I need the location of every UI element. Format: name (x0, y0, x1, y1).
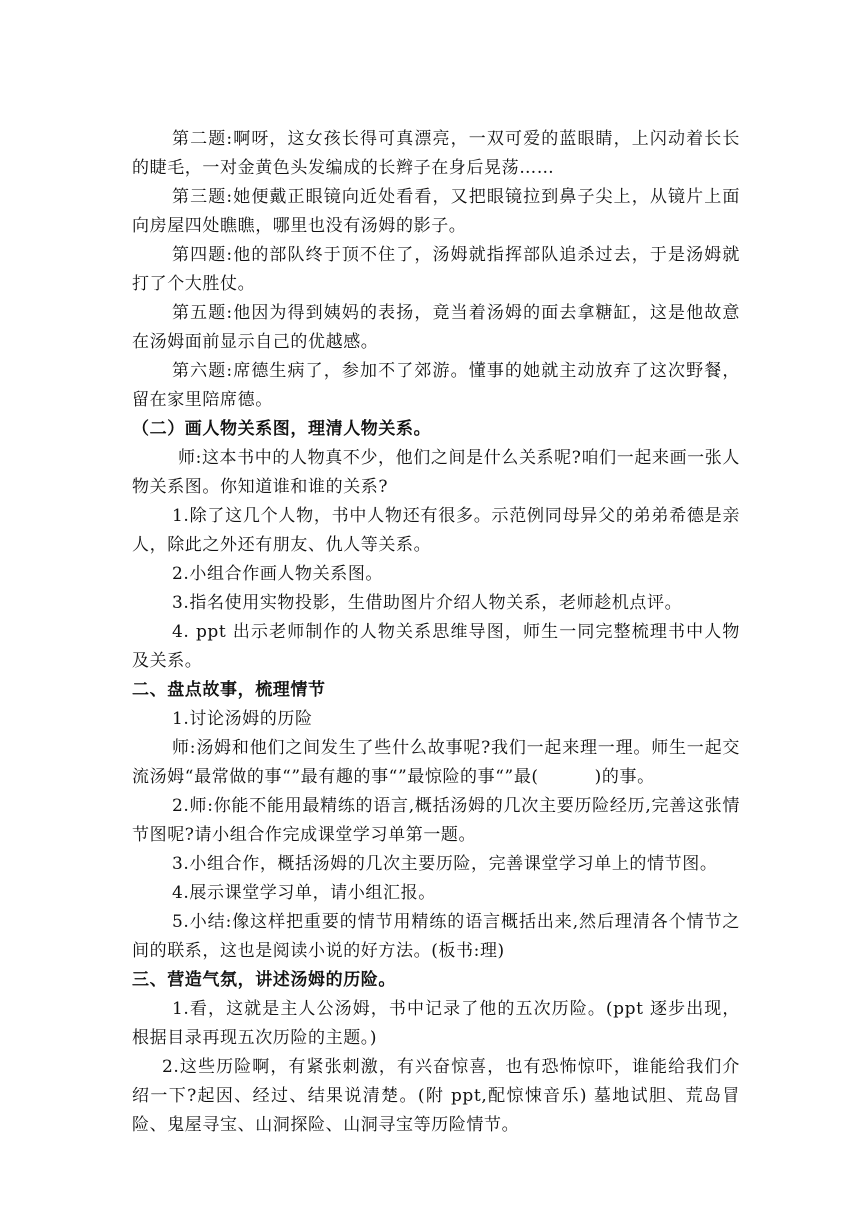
plot-step-5: 5.小结:像这样把重要的情节用精练的语言概括出来,然后理清各个情节之间的联系，这也是阅读小说的好方法。(板书:理) (132, 912, 740, 961)
plot-step-1: 1.讨论汤姆的历险 (172, 709, 313, 729)
question-6: 第六题:席德生病了，参加不了郊游。懂事的她就主动放弃了这次野餐，留在家里陪席德。 (132, 361, 740, 410)
relations-step-1: 1.除了这几个人物，书中人物还有很多。示范例同母异父的弟弟希德是亲人，除此之外还有朋友、仇人等关系。 (132, 506, 740, 555)
relations-step-2: 2.小组合作画人物关系图。 (172, 564, 384, 584)
section-heading-relations: （二）画人物关系图，理清人物关系。 (132, 419, 432, 439)
tell-step-1: 1.看，这就是主人公汤姆，书中记录了他的五次历险。(ppt 逐步出现，根据目录再现五次历险的主题。) (132, 999, 740, 1048)
section-heading-tell: 三、营造气氛，讲述汤姆的历险。 (132, 970, 396, 990)
plot-step-3: 3.小组合作，概括汤姆的几次主要历险，完善课堂学习单上的情节图。 (172, 854, 718, 874)
teacher-plot-text-b: )的事。 (594, 767, 655, 787)
question-4: 第四题:他的部队终于顶不住了，汤姆就指挥部队追杀过去，于是汤姆就打了个大胜仗。 (132, 245, 740, 294)
tell-step-2: 2.这些历险啊，有紧张刺激，有兴奋惊喜，也有恐怖惊吓，谁能给我们介绍一下?起因、经过、结果说清楚。(附 ppt,配惊悚音乐) 墓地试胆、荒岛冒险、鬼屋寻宝、山洞探险、山洞寻宝等历险情节。 (132, 1057, 740, 1135)
question-2: 第二题:啊呀，这女孩长得可真漂亮，一双可爱的蓝眼睛，上闪动着长长的睫毛，一对金黄色头发编成的长辫子在身后晃荡…… (132, 129, 740, 178)
teacher-relations-paragraph: 师:这本书中的人物真不少，他们之间是什么关系呢?咱们一起来画一张人物关系图。你知道谁和谁的关系? (132, 448, 740, 497)
plot-step-4: 4.展示课堂学习单，请小组汇报。 (172, 883, 436, 903)
relations-step-3: 3.指名使用实物投影，生借助图片介绍人物关系，老师趁机点评。 (172, 593, 683, 613)
question-3: 第三题:她便戴正眼镜向近处看看，又把眼镜拉到鼻子尖上，从镜片上面向房屋四处瞧瞧，哪里也没有汤姆的影子。 (132, 187, 740, 236)
relations-step-4: 4. ppt 出示老师制作的人物关系思维导图，师生一同完整梳理书中人物及关系。 (132, 622, 740, 671)
teacher-plot-text-a: 师:汤姆和他们之间发生了些什么故事呢?我们一起来理一理。师生一起交流汤姆“最常做的事“”最有趣的事“”最惊险的事“”最( (132, 738, 740, 787)
teacher-plot-paragraph (132, 734, 740, 792)
question-5: 第五题:他因为得到姨妈的表扬，竟当着汤姆的面去拿糖缸，这是他故意在汤姆面前显示自己的优越感。 (132, 303, 740, 352)
section-heading-plot: 二、盘点故事，梳理情节 (132, 680, 326, 700)
plot-step-2: 2.师:你能不能用最精练的语言,概括汤姆的几次主要历险经历,完善这张情节图呢?请小组合作完成课堂学习单第一题。 (132, 796, 740, 845)
